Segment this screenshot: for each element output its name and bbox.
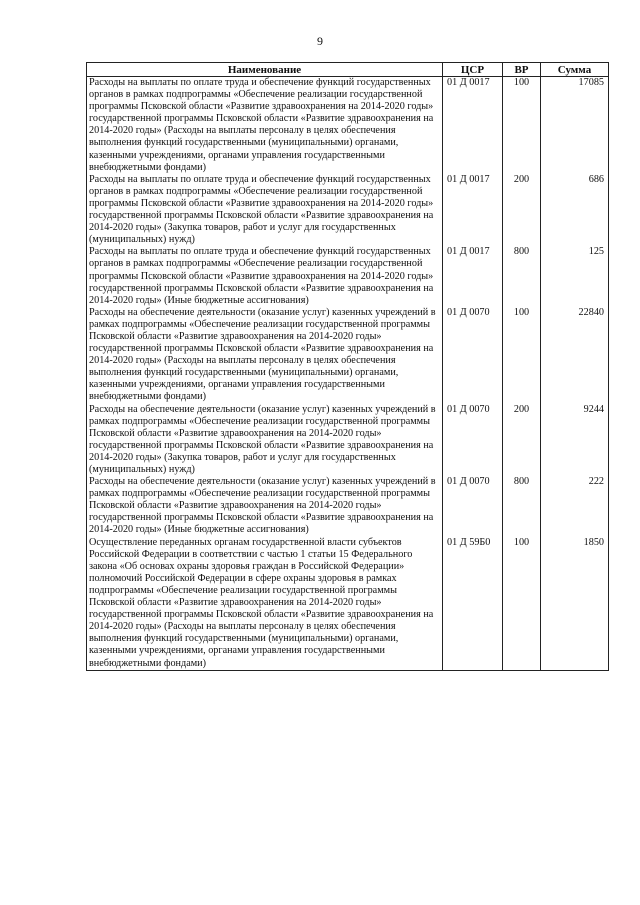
row-name: Расходы на выплаты по оплате труда и обеспечение функций государственных органов в рамках подпрограммы «Обеспечение реализации государственной программы Псковской области «Развитие здравоохранения на 2014-2020 годы» государственной программы Псковской области «Развитие здравоохранения на 2014-2020 годы» (Иные бюджетные ассигнования) — [87, 246, 443, 306]
row-name: Расходы на выплаты по оплате труда и обеспечение функций государственных органов в рамках подпрограммы «Обеспечение реализации государственной программы Псковской области «Развитие здравоохранения на 2014-2020 годы» государственной программы Псковской области «Развитие здравоохранения на 2014-2020 годы» (Закупка товаров, работ и услуг для государственных (муниципальных) нужд) — [87, 174, 443, 247]
row-sum: 9244 — [541, 404, 609, 477]
row-vr: 200 — [503, 404, 541, 477]
header-name: Наименование — [87, 63, 443, 77]
row-vr: 800 — [503, 246, 541, 306]
table-row — [87, 476, 609, 536]
budget-table — [86, 62, 609, 671]
table-row — [87, 404, 609, 477]
row-csr: 01 Д 0070 — [443, 476, 503, 536]
row-name: Расходы на обеспечение деятельности (оказание услуг) казенных учреждений в рамках подпрограммы «Обеспечение реализации государственной программы Псковской области «Развитие здравоохранения на 2014-2020 годы» государственной программы Псковской области «Развитие здравоохранения на 2014-2020 годы» (Расходы на выплаты персоналу в целях обеспечения выполнения функций государственными (муниципальными) органами, казенными учреждениями, органами управления государственными внебюджетными фондами) — [87, 307, 443, 404]
page-number: 9 — [317, 34, 323, 48]
row-csr: 01 Д 59Б0 — [443, 537, 503, 671]
row-vr: 800 — [503, 476, 541, 536]
row-name: Расходы на выплаты по оплате труда и обеспечение функций государственных органов в рамках подпрограммы «Обеспечение реализации государственной программы Псковской области «Развитие здравоохранения на 2014-2020 годы» государственной программы Псковской области «Развитие здравоохранения на 2014-2020 годы» (Расходы на выплаты персоналу в целях обеспечения выполнения функций государственными (муниципальными) органами, казенными учреждениями, органами управления государственными внебюджетными фондами) — [87, 77, 443, 174]
table-row — [87, 307, 609, 404]
row-vr: 200 — [503, 174, 541, 247]
row-csr: 01 Д 0017 — [443, 246, 503, 306]
row-vr: 100 — [503, 537, 541, 671]
row-sum: 686 — [541, 174, 609, 247]
table-row — [87, 174, 609, 247]
row-sum: 22840 — [541, 307, 609, 404]
row-sum: 222 — [541, 476, 609, 536]
row-vr: 100 — [503, 77, 541, 174]
row-csr: 01 Д 0017 — [443, 77, 503, 174]
table-row — [87, 537, 609, 671]
row-sum: 1850 — [541, 537, 609, 671]
row-csr: 01 Д 0070 — [443, 307, 503, 404]
row-csr: 01 Д 0017 — [443, 174, 503, 247]
table-header-row — [87, 63, 609, 77]
header-vr: ВР — [503, 63, 541, 77]
row-vr: 100 — [503, 307, 541, 404]
row-name: Расходы на обеспечение деятельности (оказание услуг) казенных учреждений в рамках подпрограммы «Обеспечение реализации государственной программы Псковской области «Развитие здравоохранения на 2014-2020 годы» государственной программы Псковской области «Развитие здравоохранения на 2014-2020 годы» (Закупка товаров, работ и услуг для государственных (муниципальных) нужд) — [87, 404, 443, 477]
row-name: Осуществление переданных органам государственной власти субъектов Российской Федерации в соответствии с частью 1 статьи 15 Федерального закона «Об основах охраны здоровья граждан в Российской Федерации» полномочий Российской Федерации в сфере охраны здоровья в рамках подпрограммы «Обеспечение реализации государственной программы Псковской области «Развитие здравоохранения на 2014-2020 годы» государственной программы Псковской области «Развитие здравоохранения на 2014-2020 годы» (Расходы на выплаты персоналу в целях обеспечения выполнения функций государственными (муниципальными) органами, казенными учреждениями, органами управления государственными внебюджетными фондами) — [87, 537, 443, 671]
row-sum: 17085 — [541, 77, 609, 174]
table-row — [87, 246, 609, 306]
header-csr: ЦСР — [443, 63, 503, 77]
row-csr: 01 Д 0070 — [443, 404, 503, 477]
header-sum: Сумма — [541, 63, 609, 77]
row-sum: 125 — [541, 246, 609, 306]
row-name: Расходы на обеспечение деятельности (оказание услуг) казенных учреждений в рамках подпрограммы «Обеспечение реализации государственной программы Псковской области «Развитие здравоохранения на 2014-2020 годы» государственной программы Псковской области «Развитие здравоохранения на 2014-2020 годы» (Иные бюджетные ассигнования) — [87, 476, 443, 536]
table-row — [87, 77, 609, 174]
